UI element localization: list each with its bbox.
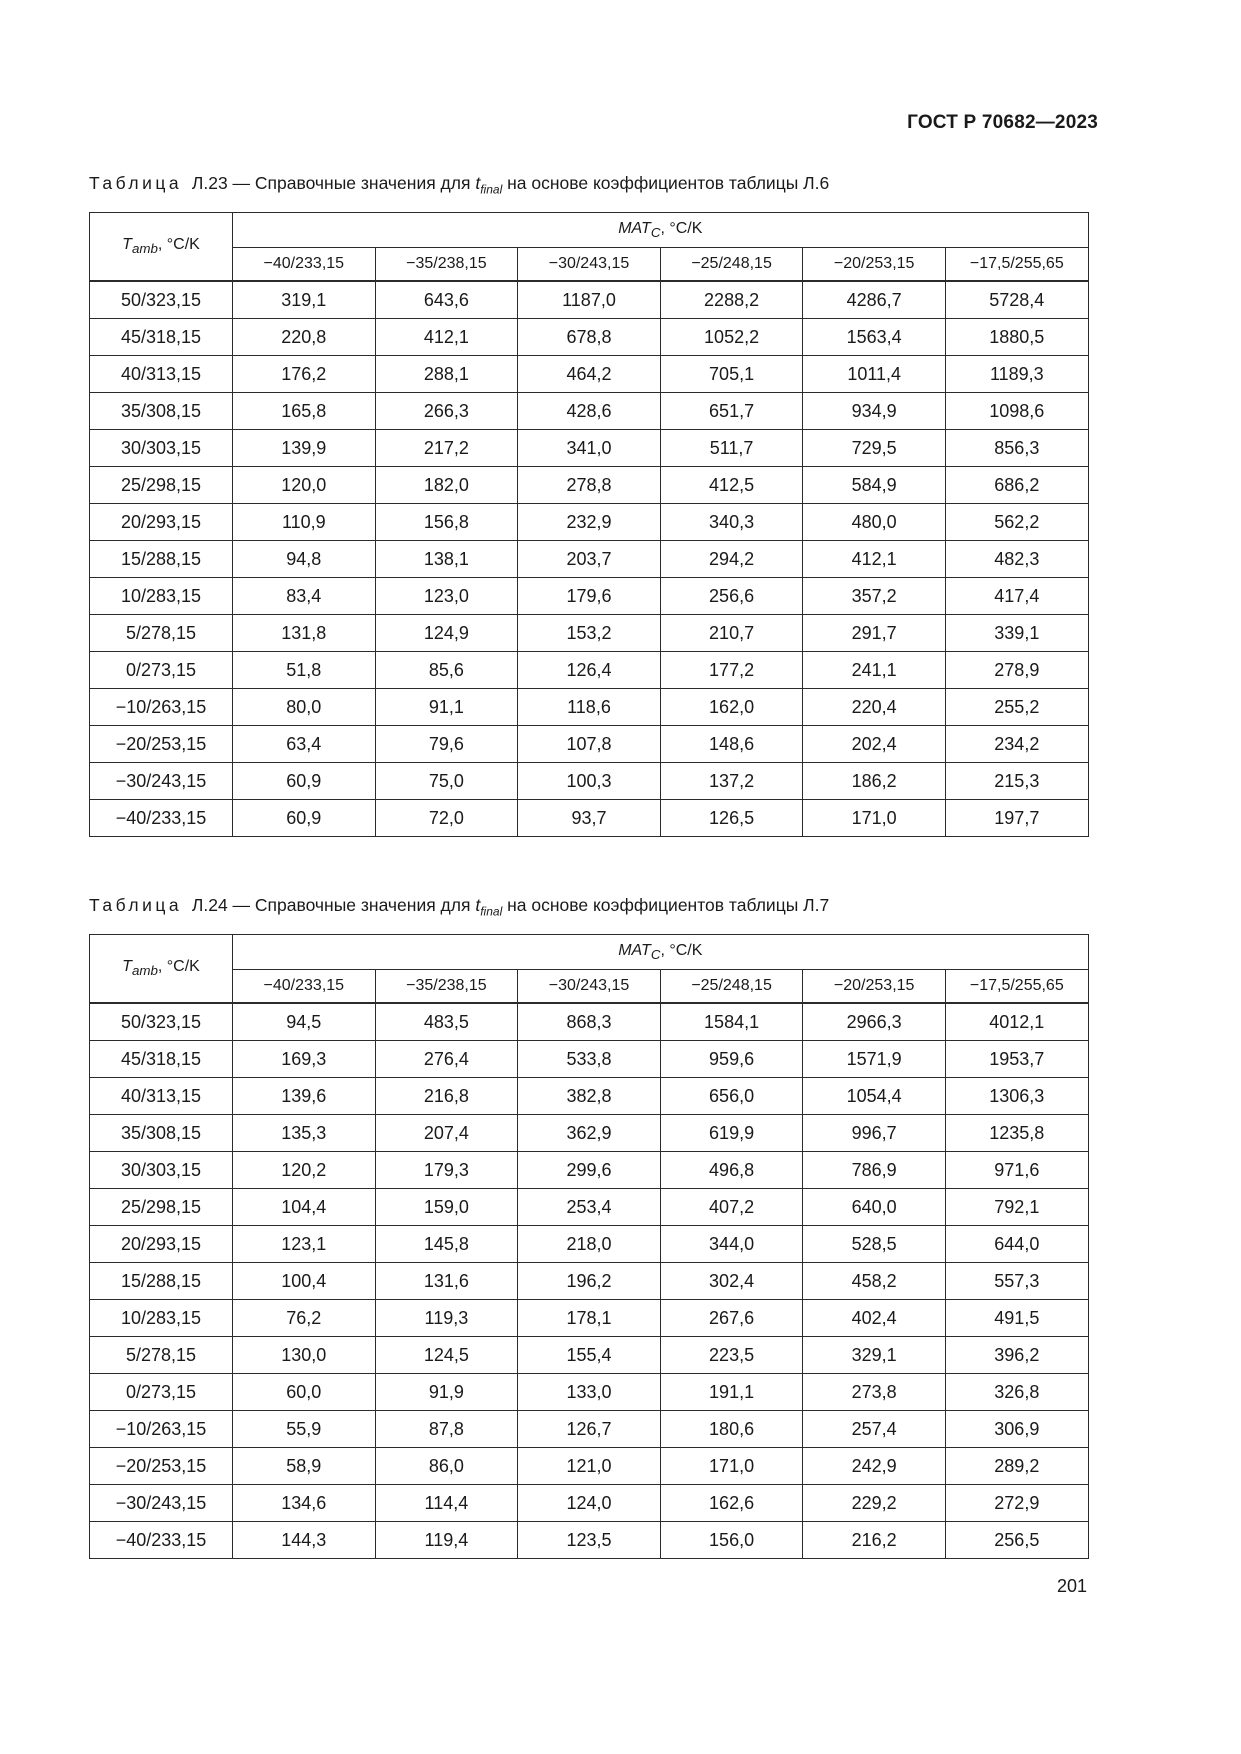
value-cell: 584,9 bbox=[803, 467, 946, 504]
value-cell: 2288,2 bbox=[660, 281, 803, 319]
value-cell: 241,1 bbox=[803, 652, 946, 689]
value-cell: 171,0 bbox=[660, 1448, 803, 1485]
caption-prefix: Таблица bbox=[89, 895, 183, 915]
value-cell: 643,6 bbox=[375, 281, 518, 319]
value-cell: 4286,7 bbox=[803, 281, 946, 319]
value-cell: 123,5 bbox=[518, 1522, 661, 1559]
caption-variable: $t_{final}$ bbox=[475, 895, 503, 919]
value-cell: 51,8 bbox=[233, 652, 376, 689]
row-label-cell: 15/288,15 bbox=[90, 1263, 233, 1300]
value-cell: 55,9 bbox=[233, 1411, 376, 1448]
value-cell: 100,3 bbox=[518, 763, 661, 800]
value-cell: 1235,8 bbox=[945, 1115, 1088, 1152]
value-cell: 123,0 bbox=[375, 578, 518, 615]
value-cell: 302,4 bbox=[660, 1263, 803, 1300]
value-cell: 278,9 bbox=[945, 652, 1088, 689]
column-header: −17,5/255,65 bbox=[945, 248, 1088, 282]
table-row bbox=[90, 393, 1089, 430]
value-cell: 729,5 bbox=[803, 430, 946, 467]
table-row bbox=[90, 1041, 1089, 1078]
value-cell: 329,1 bbox=[803, 1337, 946, 1374]
value-cell: 177,2 bbox=[660, 652, 803, 689]
value-cell: 87,8 bbox=[375, 1411, 518, 1448]
value-cell: 1953,7 bbox=[945, 1041, 1088, 1078]
value-cell: 145,8 bbox=[375, 1226, 518, 1263]
value-cell: 511,7 bbox=[660, 430, 803, 467]
table-row bbox=[90, 1263, 1089, 1300]
value-cell: 256,5 bbox=[945, 1522, 1088, 1559]
value-cell: 60,0 bbox=[233, 1374, 376, 1411]
value-cell: 197,7 bbox=[945, 800, 1088, 837]
value-cell: 232,9 bbox=[518, 504, 661, 541]
value-cell: 4012,1 bbox=[945, 1003, 1088, 1041]
value-cell: 165,8 bbox=[233, 393, 376, 430]
value-cell: 644,0 bbox=[945, 1226, 1088, 1263]
value-cell: 91,1 bbox=[375, 689, 518, 726]
table-row bbox=[90, 504, 1089, 541]
table-row bbox=[90, 615, 1089, 652]
value-cell: 528,5 bbox=[803, 1226, 946, 1263]
value-cell: 491,5 bbox=[945, 1300, 1088, 1337]
value-cell: 138,1 bbox=[375, 541, 518, 578]
value-cell: 417,4 bbox=[945, 578, 1088, 615]
row-label-cell: 45/318,15 bbox=[90, 319, 233, 356]
value-cell: 402,4 bbox=[803, 1300, 946, 1337]
data-table bbox=[89, 934, 1089, 1559]
row-label-cell: 35/308,15 bbox=[90, 1115, 233, 1152]
value-cell: 216,2 bbox=[803, 1522, 946, 1559]
value-cell: 107,8 bbox=[518, 726, 661, 763]
value-cell: 464,2 bbox=[518, 356, 661, 393]
value-cell: 267,6 bbox=[660, 1300, 803, 1337]
table-row bbox=[90, 1226, 1089, 1263]
value-cell: 971,6 bbox=[945, 1152, 1088, 1189]
column-header: −20/253,15 bbox=[803, 248, 946, 282]
value-cell: 196,2 bbox=[518, 1263, 661, 1300]
value-cell: 339,1 bbox=[945, 615, 1088, 652]
value-cell: 856,3 bbox=[945, 430, 1088, 467]
table-row bbox=[90, 467, 1089, 504]
table-caption bbox=[89, 895, 829, 919]
value-cell: 144,3 bbox=[233, 1522, 376, 1559]
caption-id: Л.24 bbox=[191, 895, 228, 915]
value-cell: 272,9 bbox=[945, 1485, 1088, 1522]
value-cell: 340,3 bbox=[660, 504, 803, 541]
column-header: −20/253,15 bbox=[803, 970, 946, 1004]
value-cell: 162,6 bbox=[660, 1485, 803, 1522]
value-cell: 396,2 bbox=[945, 1337, 1088, 1374]
table-row bbox=[90, 689, 1089, 726]
column-header: −17,5/255,65 bbox=[945, 970, 1088, 1004]
value-cell: 619,9 bbox=[660, 1115, 803, 1152]
value-cell: 253,4 bbox=[518, 1189, 661, 1226]
table-row bbox=[90, 541, 1089, 578]
value-cell: 934,9 bbox=[803, 393, 946, 430]
value-cell: 1563,4 bbox=[803, 319, 946, 356]
value-cell: 229,2 bbox=[803, 1485, 946, 1522]
table-row bbox=[90, 800, 1089, 837]
value-cell: 119,4 bbox=[375, 1522, 518, 1559]
value-cell: 60,9 bbox=[233, 763, 376, 800]
row-label-cell: 15/288,15 bbox=[90, 541, 233, 578]
value-cell: 156,0 bbox=[660, 1522, 803, 1559]
column-header: −30/243,15 bbox=[518, 970, 661, 1004]
value-cell: 2966,3 bbox=[803, 1003, 946, 1041]
row-label-cell: −10/263,15 bbox=[90, 689, 233, 726]
column-header: −35/238,15 bbox=[375, 248, 518, 282]
row-label-cell: −20/253,15 bbox=[90, 726, 233, 763]
value-cell: 153,2 bbox=[518, 615, 661, 652]
value-cell: 483,5 bbox=[375, 1003, 518, 1041]
value-cell: 242,9 bbox=[803, 1448, 946, 1485]
value-cell: 94,8 bbox=[233, 541, 376, 578]
value-cell: 223,5 bbox=[660, 1337, 803, 1374]
value-cell: 156,8 bbox=[375, 504, 518, 541]
value-cell: 412,1 bbox=[803, 541, 946, 578]
value-cell: 104,4 bbox=[233, 1189, 376, 1226]
row-label-cell: −40/233,15 bbox=[90, 800, 233, 837]
value-cell: 126,7 bbox=[518, 1411, 661, 1448]
value-cell: 94,5 bbox=[233, 1003, 376, 1041]
column-header: −40/233,15 bbox=[233, 970, 376, 1004]
row-label-cell: 10/283,15 bbox=[90, 1300, 233, 1337]
value-cell: 278,8 bbox=[518, 467, 661, 504]
value-cell: 91,9 bbox=[375, 1374, 518, 1411]
caption-id: Л.23 bbox=[191, 173, 228, 193]
value-cell: 291,7 bbox=[803, 615, 946, 652]
value-cell: 131,6 bbox=[375, 1263, 518, 1300]
value-cell: 203,7 bbox=[518, 541, 661, 578]
value-cell: 382,8 bbox=[518, 1078, 661, 1115]
value-cell: 266,3 bbox=[375, 393, 518, 430]
value-cell: 458,2 bbox=[803, 1263, 946, 1300]
table-caption bbox=[89, 173, 829, 197]
row-label-cell: 25/298,15 bbox=[90, 467, 233, 504]
value-cell: 257,4 bbox=[803, 1411, 946, 1448]
value-cell: 557,3 bbox=[945, 1263, 1088, 1300]
row-header-cell: $T_{amb}$, °C/K bbox=[90, 935, 233, 1004]
value-cell: 562,2 bbox=[945, 504, 1088, 541]
value-cell: 180,6 bbox=[660, 1411, 803, 1448]
value-cell: 656,0 bbox=[660, 1078, 803, 1115]
column-header: −35/238,15 bbox=[375, 970, 518, 1004]
value-cell: 1189,3 bbox=[945, 356, 1088, 393]
caption-tail: на основе коэффициентов таблицы Л.7 bbox=[507, 895, 830, 915]
table-row bbox=[90, 1300, 1089, 1337]
table-row bbox=[90, 1189, 1089, 1226]
value-cell: 868,3 bbox=[518, 1003, 661, 1041]
value-cell: 86,0 bbox=[375, 1448, 518, 1485]
value-cell: 179,6 bbox=[518, 578, 661, 615]
value-cell: 155,4 bbox=[518, 1337, 661, 1374]
row-label-cell: 5/278,15 bbox=[90, 615, 233, 652]
value-cell: 276,4 bbox=[375, 1041, 518, 1078]
value-cell: 319,1 bbox=[233, 281, 376, 319]
value-cell: 134,6 bbox=[233, 1485, 376, 1522]
value-cell: 126,4 bbox=[518, 652, 661, 689]
row-label-cell: 45/318,15 bbox=[90, 1041, 233, 1078]
table-row bbox=[90, 652, 1089, 689]
caption-text: — Справочные значения для bbox=[232, 173, 471, 193]
value-cell: 130,0 bbox=[233, 1337, 376, 1374]
value-cell: 1011,4 bbox=[803, 356, 946, 393]
value-cell: 686,2 bbox=[945, 467, 1088, 504]
column-header: −25/248,15 bbox=[660, 970, 803, 1004]
table-row bbox=[90, 1448, 1089, 1485]
value-cell: 191,1 bbox=[660, 1374, 803, 1411]
column-group-header: $MAT_C$, °C/K bbox=[233, 213, 1089, 248]
table-row bbox=[90, 1485, 1089, 1522]
value-cell: 705,1 bbox=[660, 356, 803, 393]
value-cell: 121,0 bbox=[518, 1448, 661, 1485]
value-cell: 234,2 bbox=[945, 726, 1088, 763]
value-cell: 306,9 bbox=[945, 1411, 1088, 1448]
table-row bbox=[90, 281, 1089, 319]
value-cell: 341,0 bbox=[518, 430, 661, 467]
value-cell: 131,8 bbox=[233, 615, 376, 652]
caption-prefix: Таблица bbox=[89, 173, 183, 193]
value-cell: 289,2 bbox=[945, 1448, 1088, 1485]
value-cell: 159,0 bbox=[375, 1189, 518, 1226]
value-cell: 176,2 bbox=[233, 356, 376, 393]
value-cell: 135,3 bbox=[233, 1115, 376, 1152]
value-cell: 220,4 bbox=[803, 689, 946, 726]
row-label-cell: 40/313,15 bbox=[90, 356, 233, 393]
row-label-cell: 25/298,15 bbox=[90, 1189, 233, 1226]
table-row bbox=[90, 1003, 1089, 1041]
row-label-cell: 30/303,15 bbox=[90, 1152, 233, 1189]
value-cell: 1052,2 bbox=[660, 319, 803, 356]
value-cell: 139,9 bbox=[233, 430, 376, 467]
table-row bbox=[90, 1337, 1089, 1374]
value-cell: 326,8 bbox=[945, 1374, 1088, 1411]
caption-text: — Справочные значения для bbox=[232, 895, 471, 915]
row-label-cell: 35/308,15 bbox=[90, 393, 233, 430]
value-cell: 63,4 bbox=[233, 726, 376, 763]
table-row bbox=[90, 1078, 1089, 1115]
value-cell: 75,0 bbox=[375, 763, 518, 800]
value-cell: 182,0 bbox=[375, 467, 518, 504]
table-row bbox=[90, 1522, 1089, 1559]
table-row bbox=[90, 763, 1089, 800]
value-cell: 110,9 bbox=[233, 504, 376, 541]
value-cell: 123,1 bbox=[233, 1226, 376, 1263]
value-cell: 137,2 bbox=[660, 763, 803, 800]
row-label-cell: 50/323,15 bbox=[90, 281, 233, 319]
page-number: 201 bbox=[1056, 1576, 1087, 1596]
row-label-cell: 10/283,15 bbox=[90, 578, 233, 615]
row-label-cell: 20/293,15 bbox=[90, 1226, 233, 1263]
value-cell: 294,2 bbox=[660, 541, 803, 578]
value-cell: 256,6 bbox=[660, 578, 803, 615]
table-row bbox=[90, 319, 1089, 356]
value-cell: 83,4 bbox=[233, 578, 376, 615]
value-cell: 273,8 bbox=[803, 1374, 946, 1411]
value-cell: 533,8 bbox=[518, 1041, 661, 1078]
value-cell: 76,2 bbox=[233, 1300, 376, 1337]
data-table bbox=[89, 212, 1089, 837]
column-header: −40/233,15 bbox=[233, 248, 376, 282]
row-label-cell: 50/323,15 bbox=[90, 1003, 233, 1041]
value-cell: 255,2 bbox=[945, 689, 1088, 726]
row-label-cell: 0/273,15 bbox=[90, 1374, 233, 1411]
value-cell: 288,1 bbox=[375, 356, 518, 393]
value-cell: 79,6 bbox=[375, 726, 518, 763]
row-label-cell: −10/263,15 bbox=[90, 1411, 233, 1448]
column-header: −25/248,15 bbox=[660, 248, 803, 282]
value-cell: 58,9 bbox=[233, 1448, 376, 1485]
value-cell: 120,2 bbox=[233, 1152, 376, 1189]
value-cell: 179,3 bbox=[375, 1152, 518, 1189]
value-cell: 640,0 bbox=[803, 1189, 946, 1226]
value-cell: 148,6 bbox=[660, 726, 803, 763]
value-cell: 1054,4 bbox=[803, 1078, 946, 1115]
value-cell: 207,4 bbox=[375, 1115, 518, 1152]
value-cell: 480,0 bbox=[803, 504, 946, 541]
value-cell: 407,2 bbox=[660, 1189, 803, 1226]
value-cell: 678,8 bbox=[518, 319, 661, 356]
value-cell: 217,2 bbox=[375, 430, 518, 467]
row-label-cell: −20/253,15 bbox=[90, 1448, 233, 1485]
value-cell: 210,7 bbox=[660, 615, 803, 652]
table-row bbox=[90, 1152, 1089, 1189]
value-cell: 496,8 bbox=[660, 1152, 803, 1189]
value-cell: 1880,5 bbox=[945, 319, 1088, 356]
value-cell: 100,4 bbox=[233, 1263, 376, 1300]
value-cell: 5728,4 bbox=[945, 281, 1088, 319]
value-cell: 357,2 bbox=[803, 578, 946, 615]
value-cell: 218,0 bbox=[518, 1226, 661, 1263]
value-cell: 344,0 bbox=[660, 1226, 803, 1263]
value-cell: 133,0 bbox=[518, 1374, 661, 1411]
table-row bbox=[90, 1411, 1089, 1448]
value-cell: 124,0 bbox=[518, 1485, 661, 1522]
caption-variable: $t_{final}$ bbox=[475, 173, 503, 197]
row-label-cell: 30/303,15 bbox=[90, 430, 233, 467]
value-cell: 114,4 bbox=[375, 1485, 518, 1522]
value-cell: 85,6 bbox=[375, 652, 518, 689]
value-cell: 362,9 bbox=[518, 1115, 661, 1152]
value-cell: 1098,6 bbox=[945, 393, 1088, 430]
value-cell: 178,1 bbox=[518, 1300, 661, 1337]
table-row bbox=[90, 430, 1089, 467]
value-cell: 60,9 bbox=[233, 800, 376, 837]
value-cell: 124,9 bbox=[375, 615, 518, 652]
value-cell: 412,5 bbox=[660, 467, 803, 504]
value-cell: 996,7 bbox=[803, 1115, 946, 1152]
value-cell: 93,7 bbox=[518, 800, 661, 837]
table-row bbox=[90, 578, 1089, 615]
value-cell: 118,6 bbox=[518, 689, 661, 726]
table-row bbox=[90, 1374, 1089, 1411]
value-cell: 120,0 bbox=[233, 467, 376, 504]
value-cell: 171,0 bbox=[803, 800, 946, 837]
row-label-cell: 20/293,15 bbox=[90, 504, 233, 541]
value-cell: 162,0 bbox=[660, 689, 803, 726]
table-row bbox=[90, 1115, 1089, 1152]
value-cell: 80,0 bbox=[233, 689, 376, 726]
row-label-cell: −30/243,15 bbox=[90, 763, 233, 800]
value-cell: 1571,9 bbox=[803, 1041, 946, 1078]
column-header: −30/243,15 bbox=[518, 248, 661, 282]
row-header-cell: $T_{amb}$, °C/K bbox=[90, 213, 233, 282]
value-cell: 139,6 bbox=[233, 1078, 376, 1115]
value-cell: 220,8 bbox=[233, 319, 376, 356]
row-label-cell: 0/273,15 bbox=[90, 652, 233, 689]
row-label-cell: 5/278,15 bbox=[90, 1337, 233, 1374]
table-row bbox=[90, 726, 1089, 763]
value-cell: 202,4 bbox=[803, 726, 946, 763]
caption-tail: на основе коэффициентов таблицы Л.6 bbox=[507, 173, 830, 193]
value-cell: 215,3 bbox=[945, 763, 1088, 800]
table-row bbox=[90, 356, 1089, 393]
value-cell: 651,7 bbox=[660, 393, 803, 430]
value-cell: 428,6 bbox=[518, 393, 661, 430]
value-cell: 792,1 bbox=[945, 1189, 1088, 1226]
value-cell: 186,2 bbox=[803, 763, 946, 800]
column-group-header: $MAT_C$, °C/K bbox=[233, 935, 1089, 970]
value-cell: 126,5 bbox=[660, 800, 803, 837]
value-cell: 1306,3 bbox=[945, 1078, 1088, 1115]
value-cell: 1187,0 bbox=[518, 281, 661, 319]
row-label-cell: −40/233,15 bbox=[90, 1522, 233, 1559]
value-cell: 482,3 bbox=[945, 541, 1088, 578]
value-cell: 169,3 bbox=[233, 1041, 376, 1078]
value-cell: 959,6 bbox=[660, 1041, 803, 1078]
value-cell: 124,5 bbox=[375, 1337, 518, 1374]
value-cell: 119,3 bbox=[375, 1300, 518, 1337]
value-cell: 72,0 bbox=[375, 800, 518, 837]
value-cell: 216,8 bbox=[375, 1078, 518, 1115]
value-cell: 299,6 bbox=[518, 1152, 661, 1189]
value-cell: 1584,1 bbox=[660, 1003, 803, 1041]
row-label-cell: −30/243,15 bbox=[90, 1485, 233, 1522]
value-cell: 412,1 bbox=[375, 319, 518, 356]
row-label-cell: 40/313,15 bbox=[90, 1078, 233, 1115]
document-id: ГОСТ Р 70682—2023 bbox=[907, 112, 1098, 133]
value-cell: 786,9 bbox=[803, 1152, 946, 1189]
